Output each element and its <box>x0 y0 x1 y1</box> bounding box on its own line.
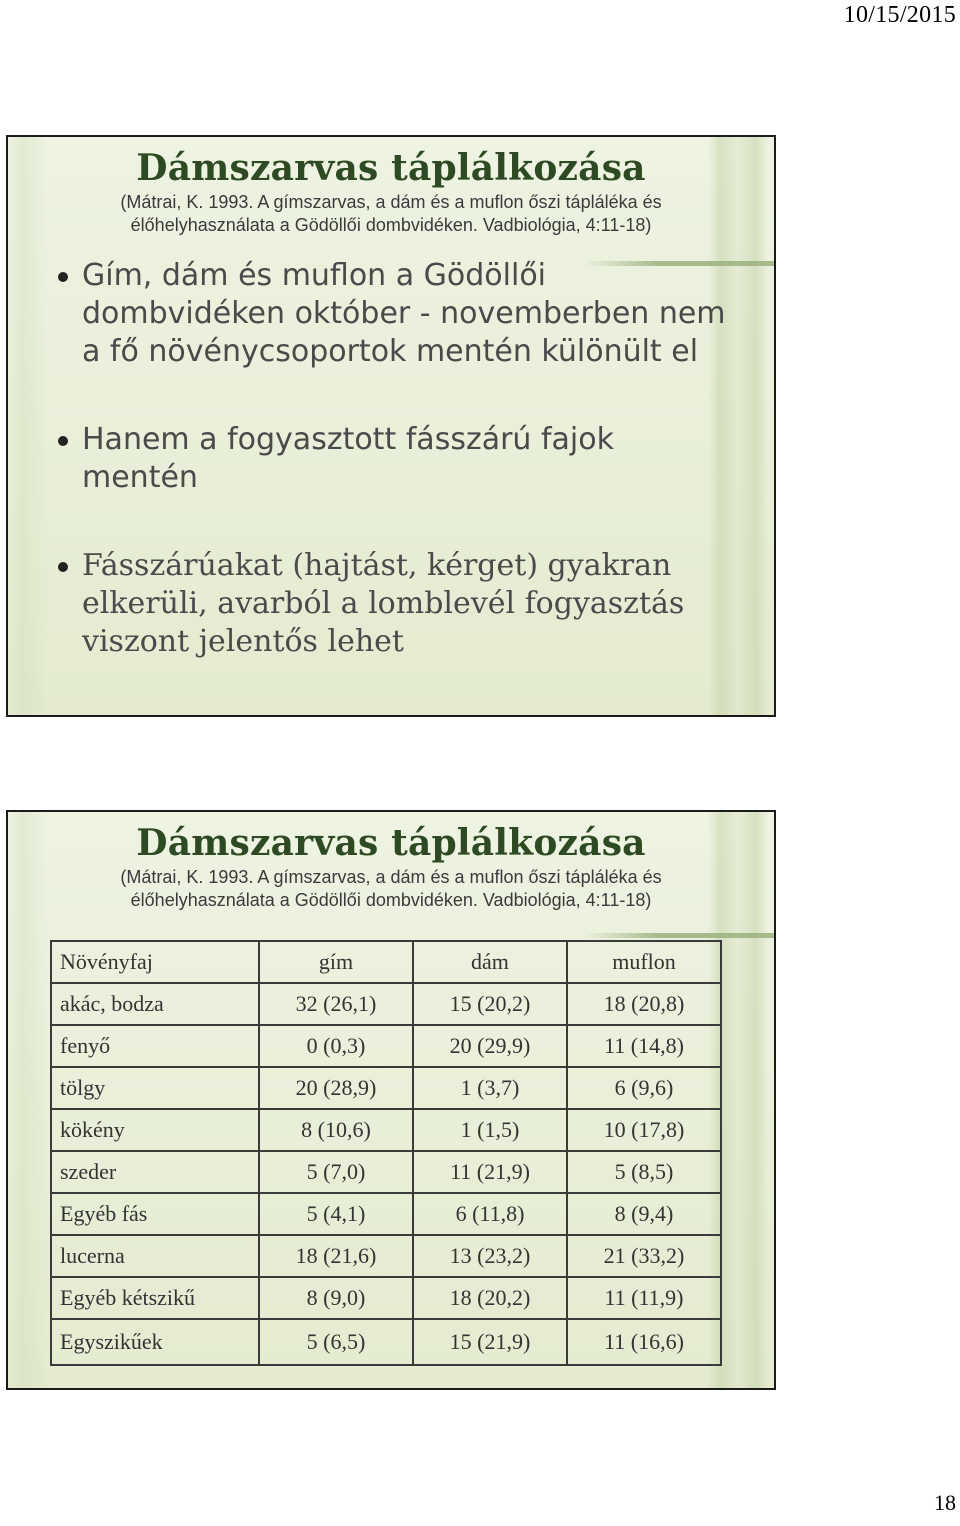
citation-line: élőhelyhasználata a Gödöllői dombvidéken. Vadbiológia, 4:11-18) <box>130 890 652 910</box>
slide-title: Dámszarvas táplálkozása <box>136 822 646 864</box>
bullet-list <box>8 257 774 661</box>
slide-2 <box>6 810 776 1390</box>
value-cell: 1 (1,5) <box>413 1109 567 1151</box>
value-cell: 5 (8,5) <box>567 1151 721 1193</box>
value-cell: 21 (33,2) <box>567 1235 721 1277</box>
bullet-icon <box>58 272 68 282</box>
value-cell: 20 (28,9) <box>259 1067 413 1109</box>
slide-title: Dámszarvas táplálkozása <box>136 147 646 189</box>
value-cell: 8 (10,6) <box>259 1109 413 1151</box>
page-number: 18 <box>934 1490 956 1515</box>
bullet-item <box>58 421 734 497</box>
table-row <box>51 1067 721 1109</box>
bullet-icon <box>58 562 68 572</box>
value-cell: 18 (20,2) <box>413 1277 567 1319</box>
decorative-line <box>584 933 774 938</box>
value-cell: 11 (14,8) <box>567 1025 721 1067</box>
table-header-cell: muflon <box>567 941 721 983</box>
plant-species-cell: akác, bodza <box>51 983 259 1025</box>
table-row <box>51 1151 721 1193</box>
plant-species-cell: szeder <box>51 1151 259 1193</box>
table-body <box>51 983 721 1365</box>
value-cell: 18 (21,6) <box>259 1235 413 1277</box>
table-row <box>51 1025 721 1067</box>
slide-1 <box>6 135 776 717</box>
plant-species-cell: fenyő <box>51 1025 259 1067</box>
page-date: 10/15/2015 <box>843 2 956 28</box>
slide-citation <box>38 866 744 912</box>
value-cell: 10 (17,8) <box>567 1109 721 1151</box>
value-cell: 32 (26,1) <box>259 983 413 1025</box>
table-header-cell: Növényfaj <box>51 941 259 983</box>
plant-species-cell: Egyéb fás <box>51 1193 259 1235</box>
bullet-icon <box>58 436 68 446</box>
table-header-cell: gím <box>259 941 413 983</box>
value-cell: 15 (20,2) <box>413 983 567 1025</box>
plant-species-cell: kökény <box>51 1109 259 1151</box>
value-cell: 13 (23,2) <box>413 1235 567 1277</box>
value-cell: 0 (0,3) <box>259 1025 413 1067</box>
bullet-text: Fásszárúakat (hajtást, kérget) gyakran elkerüli, avarból a lomblevél fogyasztás viszont jelentős lehet <box>82 548 685 659</box>
value-cell: 15 (21,9) <box>413 1319 567 1365</box>
bullet-text: Hanem a fogyasztott fásszárú fajok mentén <box>82 422 614 495</box>
value-cell: 18 (20,8) <box>567 983 721 1025</box>
value-cell: 20 (29,9) <box>413 1025 567 1067</box>
slide-citation <box>38 191 744 237</box>
value-cell: 5 (4,1) <box>259 1193 413 1235</box>
value-cell: 8 (9,4) <box>567 1193 721 1235</box>
value-cell: 11 (21,9) <box>413 1151 567 1193</box>
bullet-item <box>58 257 734 371</box>
value-cell: 6 (11,8) <box>413 1193 567 1235</box>
value-cell: 11 (16,6) <box>567 1319 721 1365</box>
plant-species-cell: tölgy <box>51 1067 259 1109</box>
table-row <box>51 1235 721 1277</box>
citation-line: (Mátrai, K. 1993. A gímszarvas, a dám és a muflon őszi tápláléka és <box>120 867 662 887</box>
diet-table <box>50 940 722 1366</box>
bullet-text: Gím, dám és muflon a Gödöllői dombvidéken október - novemberben nem a fő növénycsoportok mentén különült el <box>82 258 726 369</box>
plant-species-cell: Egyéb kétszikű <box>51 1277 259 1319</box>
value-cell: 8 (9,0) <box>259 1277 413 1319</box>
plant-species-cell: lucerna <box>51 1235 259 1277</box>
table-header-cell: dám <box>413 941 567 983</box>
table-row <box>51 983 721 1025</box>
table-header-row <box>51 941 721 983</box>
value-cell: 11 (11,9) <box>567 1277 721 1319</box>
citation-line: (Mátrai, K. 1993. A gímszarvas, a dám és a muflon őszi tápláléka és <box>120 192 662 212</box>
citation-line: élőhelyhasználata a Gödöllői dombvidéken. Vadbiológia, 4:11-18) <box>130 215 652 235</box>
bullet-item <box>58 547 734 661</box>
table-row <box>51 1277 721 1319</box>
plant-species-cell: Egyszikűek <box>51 1319 259 1365</box>
value-cell: 5 (6,5) <box>259 1319 413 1365</box>
table-row <box>51 1193 721 1235</box>
table-row <box>51 1319 721 1365</box>
value-cell: 6 (9,6) <box>567 1067 721 1109</box>
value-cell: 5 (7,0) <box>259 1151 413 1193</box>
table-row <box>51 1109 721 1151</box>
value-cell: 1 (3,7) <box>413 1067 567 1109</box>
